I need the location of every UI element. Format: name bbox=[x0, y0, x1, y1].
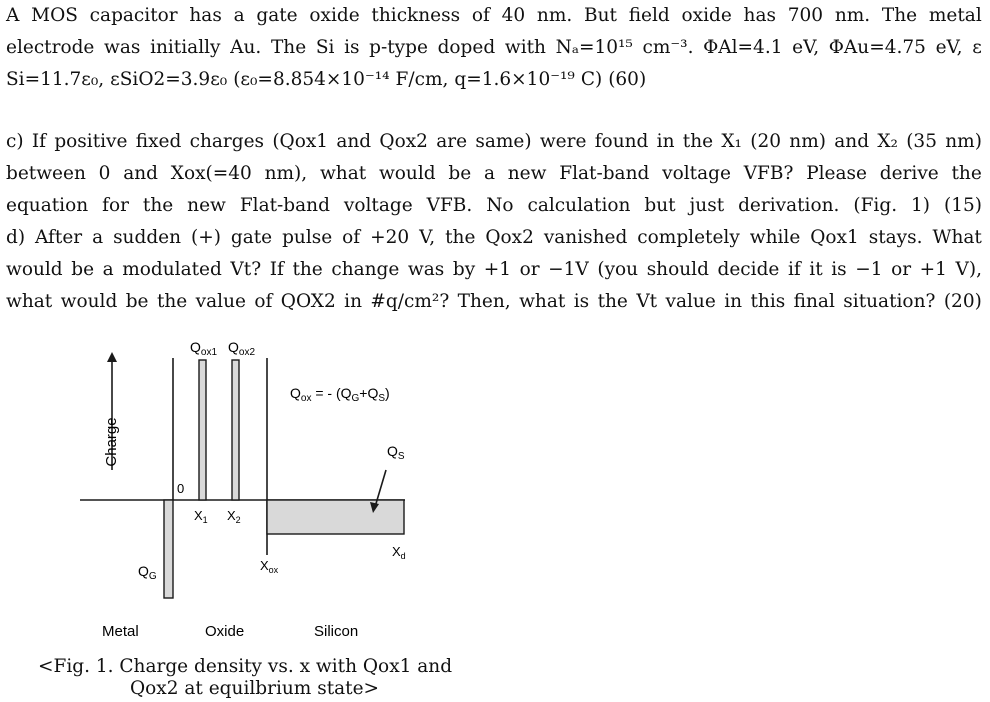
word: between bbox=[6, 163, 86, 184]
word: and bbox=[123, 163, 159, 184]
word: in bbox=[344, 291, 362, 312]
word: ΦAu=4.75 bbox=[828, 37, 926, 58]
word: But bbox=[584, 5, 617, 26]
intro-line bbox=[6, 64, 982, 96]
region-silicon-label: Silicon bbox=[314, 623, 359, 640]
word: Nₐ=10¹⁵ bbox=[555, 37, 633, 58]
word: is bbox=[344, 37, 360, 58]
charge-density-figure bbox=[60, 330, 500, 640]
word: VFB? bbox=[743, 163, 794, 184]
word: found bbox=[594, 131, 649, 152]
qg-bar bbox=[164, 500, 173, 598]
word: The bbox=[881, 5, 918, 26]
word: value bbox=[665, 291, 716, 312]
word: ε bbox=[972, 37, 982, 58]
word: After bbox=[35, 227, 83, 248]
word: be bbox=[71, 259, 95, 280]
word: voltage bbox=[662, 163, 731, 184]
word: positive bbox=[54, 131, 128, 152]
word: a bbox=[102, 259, 114, 280]
word: +1 bbox=[483, 259, 512, 280]
word: derive bbox=[879, 163, 939, 184]
word: stays. bbox=[868, 227, 923, 248]
word: would bbox=[60, 291, 118, 312]
word: in bbox=[656, 131, 675, 152]
word: completely bbox=[637, 227, 740, 248]
word: it bbox=[809, 259, 823, 280]
word: fixed bbox=[135, 131, 182, 152]
word: oxide bbox=[309, 5, 360, 26]
part-d-line bbox=[6, 222, 982, 254]
word: field bbox=[628, 5, 670, 26]
word: but bbox=[644, 195, 676, 216]
word: eV, bbox=[792, 37, 820, 58]
word: −1V bbox=[548, 259, 589, 280]
word: would bbox=[378, 163, 436, 184]
word: Vt bbox=[636, 291, 658, 312]
caption-line-1: <Fig. 1. Charge density vs. x with Qox1 and bbox=[38, 656, 453, 677]
origin-label: 0 bbox=[177, 481, 185, 496]
word: what bbox=[319, 163, 367, 184]
word: the bbox=[597, 291, 628, 312]
word: charges bbox=[189, 131, 265, 152]
word: QOX2 bbox=[280, 291, 336, 312]
word: the bbox=[951, 163, 982, 184]
word: what bbox=[6, 291, 53, 312]
word: +20 bbox=[370, 227, 410, 248]
word: are bbox=[436, 131, 468, 152]
word: 1) bbox=[911, 195, 931, 216]
part-c-line bbox=[6, 126, 982, 158]
word: (Fig. bbox=[853, 195, 898, 216]
word: be bbox=[125, 291, 149, 312]
word: by bbox=[452, 259, 476, 280]
problem-part-d bbox=[6, 222, 982, 318]
word: gate bbox=[256, 5, 298, 26]
word: value bbox=[195, 291, 246, 312]
word: Qox1 bbox=[810, 227, 859, 248]
word: the bbox=[142, 195, 174, 216]
word: is bbox=[831, 259, 847, 280]
word: doped bbox=[437, 37, 496, 58]
word: Qox2 bbox=[379, 131, 428, 152]
word: and bbox=[336, 131, 372, 152]
qg-label: $Q_G$ bbox=[138, 563, 157, 582]
word: while bbox=[749, 227, 801, 248]
word: in bbox=[724, 291, 743, 312]
word: Vt? bbox=[230, 259, 262, 280]
word: If bbox=[269, 259, 284, 280]
word: of bbox=[471, 5, 490, 26]
word: −1 bbox=[855, 259, 883, 280]
word: oxide bbox=[681, 5, 732, 26]
word: thickness bbox=[371, 5, 461, 26]
qs-block bbox=[267, 500, 404, 534]
word: nm. bbox=[536, 5, 573, 26]
word: of bbox=[342, 227, 361, 248]
word: decide bbox=[717, 259, 780, 280]
word: equation bbox=[6, 195, 89, 216]
word: +1 bbox=[919, 259, 947, 280]
word: and bbox=[834, 131, 870, 152]
xd-label: $X_d$ bbox=[392, 544, 406, 561]
word: what bbox=[519, 291, 566, 312]
word: p-type bbox=[369, 37, 428, 58]
word: If bbox=[31, 131, 47, 152]
word: has bbox=[743, 5, 776, 26]
word: with bbox=[504, 37, 546, 58]
part-d-line bbox=[6, 286, 982, 318]
word: nm. bbox=[834, 5, 871, 26]
word: the bbox=[445, 227, 476, 248]
problem-intro bbox=[6, 0, 982, 96]
word: modulated bbox=[122, 259, 222, 280]
word: d) bbox=[6, 227, 26, 248]
word: should bbox=[646, 259, 709, 280]
word: Si bbox=[315, 37, 335, 58]
word: VFB. bbox=[426, 195, 473, 216]
qox1-bar bbox=[199, 360, 206, 500]
word: was bbox=[104, 37, 141, 58]
caption-line-2: Qox2 at equilbrium state> bbox=[130, 678, 380, 699]
word: (60) bbox=[608, 69, 647, 90]
word: (20) bbox=[943, 291, 982, 312]
equation-label: $Q_{ox}$ = - $(Q_G+Q_S)$ bbox=[290, 385, 390, 404]
word: electrode bbox=[6, 37, 95, 58]
word: (20 bbox=[750, 131, 782, 152]
word: of bbox=[254, 291, 273, 312]
word: nm) bbox=[789, 131, 826, 152]
word: vanished bbox=[543, 227, 628, 248]
word: (ε₀=8.854×10⁻¹⁴ bbox=[233, 69, 390, 90]
qox2-bar bbox=[232, 360, 239, 500]
region-oxide-label: Oxide bbox=[205, 623, 245, 640]
word: is bbox=[573, 291, 590, 312]
word: F/cm, bbox=[395, 69, 449, 90]
word: (+) bbox=[190, 227, 221, 248]
word: derivation. bbox=[738, 195, 840, 216]
word: a bbox=[92, 227, 104, 248]
intro-line bbox=[6, 32, 982, 64]
word: What bbox=[932, 227, 982, 248]
word: MOS bbox=[31, 5, 78, 26]
word: (35 bbox=[906, 131, 937, 152]
word: c) bbox=[6, 131, 24, 152]
word: metal bbox=[928, 5, 982, 26]
word: #q/cm²? bbox=[370, 291, 450, 312]
part-c-line bbox=[6, 190, 982, 222]
word: (you bbox=[597, 259, 639, 280]
word: nm), bbox=[264, 163, 308, 184]
word: or bbox=[519, 259, 540, 280]
word: the bbox=[156, 291, 188, 312]
word: A bbox=[6, 5, 20, 26]
word: 700 bbox=[787, 5, 824, 26]
word: (15) bbox=[943, 195, 982, 216]
problem-part-c bbox=[6, 126, 982, 222]
word: X₂ bbox=[877, 131, 898, 152]
arrow-head-icon bbox=[107, 352, 117, 362]
word: q=1.6×10⁻¹⁹ bbox=[454, 69, 575, 90]
word: 0 bbox=[98, 163, 111, 184]
word: a bbox=[483, 163, 495, 184]
word: same) bbox=[475, 131, 532, 152]
word: if bbox=[787, 259, 801, 280]
word: cm⁻³. bbox=[642, 37, 694, 58]
xox-label: $X_{ox}$ bbox=[260, 558, 279, 575]
word: Qox2 bbox=[485, 227, 534, 248]
word: capacitor bbox=[89, 5, 178, 26]
part-d-line bbox=[6, 254, 982, 286]
word: just bbox=[689, 195, 725, 216]
word: gate bbox=[230, 227, 273, 248]
word: final bbox=[793, 291, 835, 312]
word: were bbox=[539, 131, 587, 152]
word: Please bbox=[806, 163, 867, 184]
word: V), bbox=[955, 259, 982, 280]
word: Then, bbox=[457, 291, 511, 312]
word: 40 bbox=[501, 5, 526, 26]
word: Flat-band bbox=[559, 163, 650, 184]
qox1-label: $Q_{ox1}$ bbox=[190, 339, 218, 358]
word: would bbox=[6, 259, 63, 280]
word: new bbox=[507, 163, 547, 184]
word: The bbox=[270, 37, 307, 58]
word: Xox(=40 bbox=[170, 163, 252, 184]
word: for bbox=[102, 195, 129, 216]
region-metal-label: Metal bbox=[102, 623, 139, 640]
word: sudden bbox=[113, 227, 182, 248]
word: initially bbox=[150, 37, 221, 58]
word: C) bbox=[580, 69, 603, 90]
word: this bbox=[750, 291, 786, 312]
x1-label: $X_1$ bbox=[194, 508, 208, 525]
word: X₁ bbox=[721, 131, 742, 152]
word: Au. bbox=[230, 37, 262, 58]
word: No bbox=[486, 195, 514, 216]
word: εSiO2=3.9ε₀ bbox=[110, 69, 228, 90]
word: pulse bbox=[282, 227, 333, 248]
intro-line bbox=[6, 0, 982, 32]
word: a bbox=[233, 5, 245, 26]
word: ΦAl=4.1 bbox=[703, 37, 783, 58]
word: nm) bbox=[945, 131, 982, 152]
word: new bbox=[187, 195, 226, 216]
word: voltage bbox=[343, 195, 413, 216]
word: (Qox1 bbox=[272, 131, 329, 152]
word: the bbox=[292, 259, 323, 280]
word: situation? bbox=[843, 291, 936, 312]
word: calculation bbox=[527, 195, 631, 216]
qs-label: $Q_S$ bbox=[387, 443, 405, 462]
word: Si=11.7ε₀, bbox=[6, 69, 105, 90]
word: change bbox=[331, 259, 400, 280]
word: eV, bbox=[935, 37, 963, 58]
word: Flat-band bbox=[239, 195, 330, 216]
word: the bbox=[682, 131, 714, 152]
word: has bbox=[189, 5, 222, 26]
part-c-line bbox=[6, 158, 982, 190]
charge-axis-label: Charge bbox=[103, 417, 120, 467]
word: V, bbox=[419, 227, 436, 248]
word: or bbox=[891, 259, 912, 280]
qox2-label: $Q_{ox2}$ bbox=[228, 339, 256, 358]
word: be bbox=[448, 163, 472, 184]
x2-label: $X_2$ bbox=[227, 508, 241, 525]
word: was bbox=[407, 259, 445, 280]
figure-caption bbox=[38, 656, 452, 700]
